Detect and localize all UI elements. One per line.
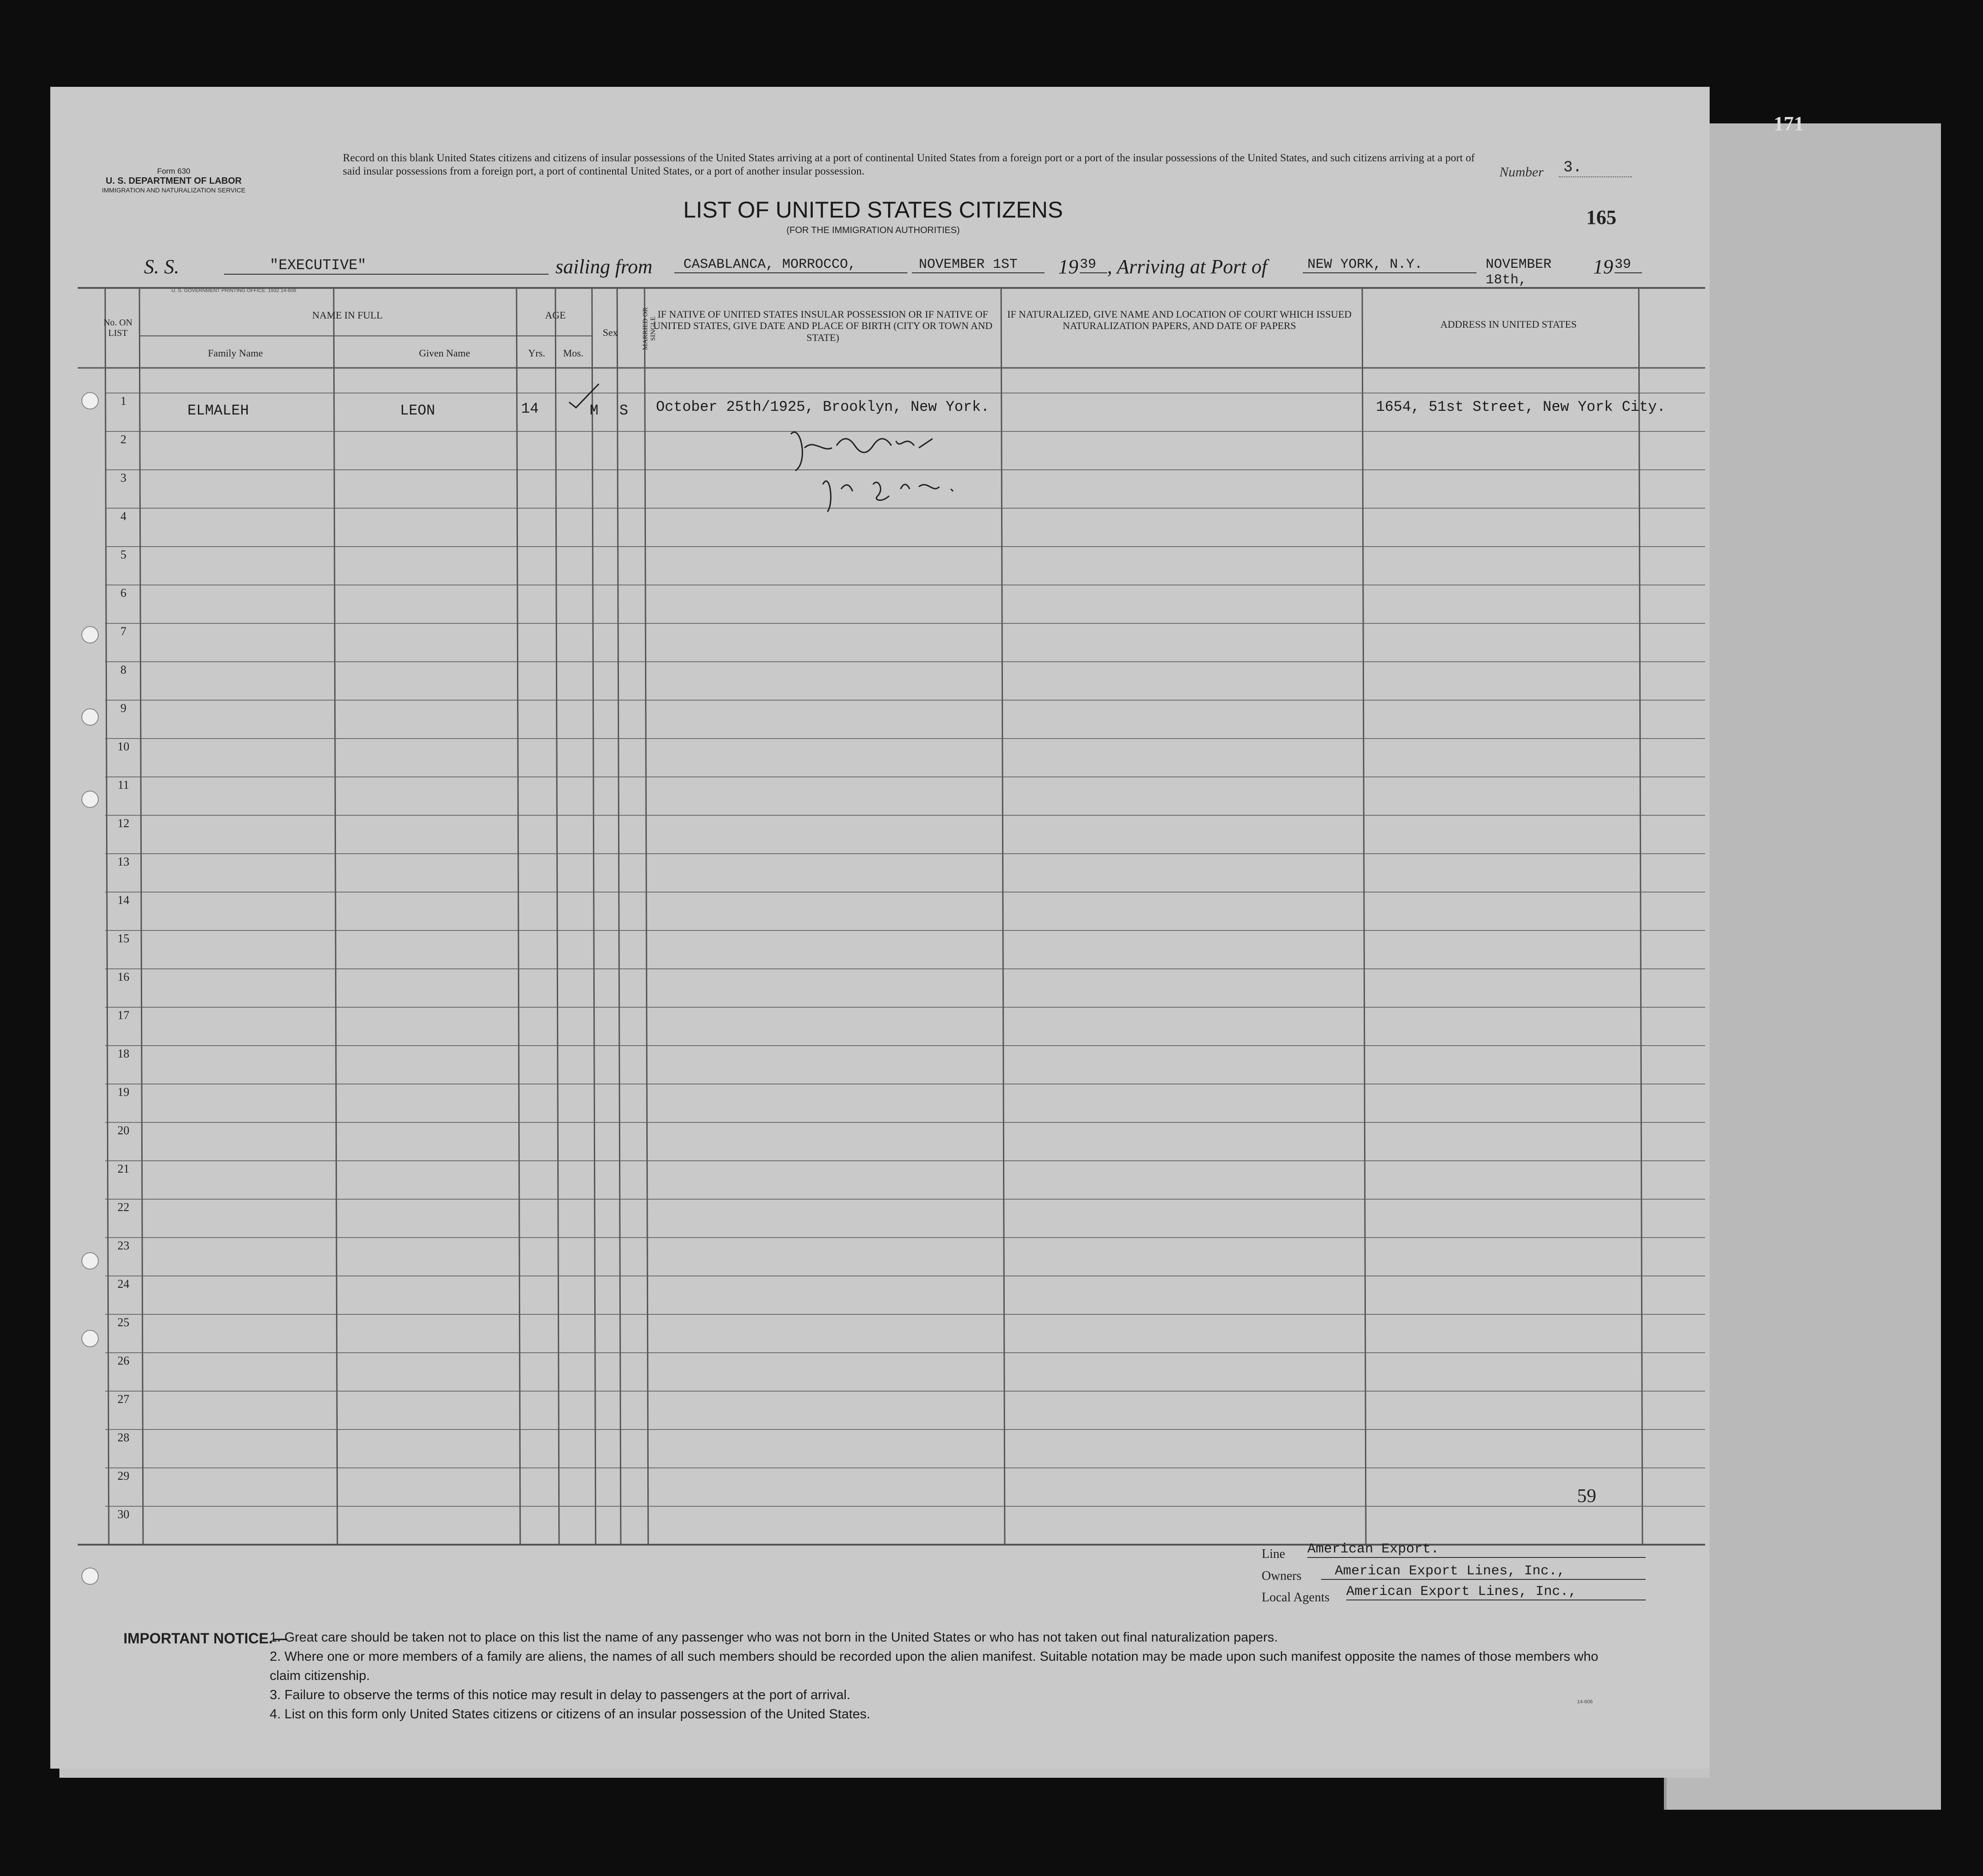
row-number: 25 bbox=[117, 1316, 129, 1329]
grid-column-line bbox=[105, 288, 109, 1545]
punch-hole bbox=[81, 791, 99, 808]
notice-item-2: 2. Where one or more members of a family are aliens, the names of all such members should be recorded upon the alien manifest. Suitable notation may be made upon such manifest opposite the names of those members who claim citizenship. bbox=[270, 1649, 1599, 1684]
punch-hole bbox=[81, 392, 99, 409]
row-number: 5 bbox=[120, 548, 127, 561]
form-code: 14-606 bbox=[1577, 1699, 1593, 1705]
page-count: 59 bbox=[1577, 1486, 1596, 1507]
grid-column-line bbox=[1639, 288, 1642, 1545]
departure-date: NOVEMBER 1ST bbox=[912, 257, 1045, 273]
row-number: 21 bbox=[117, 1162, 129, 1175]
form-number: Form 630 bbox=[157, 167, 191, 175]
row-number: 11 bbox=[117, 778, 129, 792]
department-name: U. S. DEPARTMENT OF LABOR bbox=[106, 175, 242, 186]
handwritten-checkmark bbox=[567, 379, 603, 416]
ss-label: S. S. bbox=[144, 255, 179, 278]
notice-item-4: 4. List on this form only United States citizens or citizens of an insular possession of the United States. bbox=[270, 1707, 870, 1722]
printing-note: U. S. GOVERNMENT PRINTING OFFICE: 1932 14-606 bbox=[171, 288, 297, 293]
row-number: 22 bbox=[117, 1201, 129, 1214]
row-number: 17 bbox=[117, 1009, 129, 1022]
notice-item-1: 1. Great care should be taken not to place on this list the name of any passenger who was not born in the United States or who has not taken out final naturalization papers. bbox=[270, 1630, 1278, 1645]
header-native-birth: IF NATIVE OF UNITED STATES INSULAR POSSESSION OR IF NATIVE OF UNITED STATES, GIVE DATE AND PLACE OF BIRTH (CITY OR TOWN AND STATE) bbox=[653, 308, 993, 343]
sailing-label: sailing from bbox=[555, 255, 653, 278]
row-number: 23 bbox=[117, 1239, 129, 1252]
grid-column-line bbox=[139, 288, 143, 1545]
row-number: 7 bbox=[120, 625, 127, 638]
ship-name: "EXECUTIVE" bbox=[224, 257, 549, 275]
header-married-single: MARRIED OR SINGLE bbox=[641, 307, 657, 351]
row-number: 16 bbox=[117, 970, 129, 983]
header-address: ADDRESS IN UNITED STATES bbox=[1440, 319, 1577, 330]
service-name: IMMIGRATION AND NATURALIZATION SERVICE bbox=[102, 186, 245, 194]
passenger-marital-status: S bbox=[619, 402, 629, 419]
row-number: 13 bbox=[117, 855, 129, 868]
row-number: 18 bbox=[117, 1047, 129, 1060]
row-number: 8 bbox=[120, 663, 127, 676]
number-label: Number bbox=[1499, 165, 1544, 180]
passenger-given-name: LEON bbox=[400, 402, 435, 419]
notice-list bbox=[270, 1628, 1623, 1724]
arrival-port: NEW YORK, N.Y. bbox=[1303, 257, 1477, 273]
row-number: 3 bbox=[120, 471, 127, 484]
header-age: AGE bbox=[545, 309, 566, 321]
sheet-number: 165 bbox=[1586, 206, 1616, 229]
passenger-sex: M bbox=[590, 402, 599, 419]
row-number: 10 bbox=[117, 740, 129, 753]
departure-year: 39 bbox=[1080, 257, 1107, 273]
grid-column-line bbox=[334, 288, 337, 1545]
row-number: 19 bbox=[117, 1085, 129, 1099]
arriving-label: , Arriving at Port of bbox=[1107, 255, 1267, 278]
header-name-in-full: NAME IN FULL bbox=[312, 309, 383, 321]
row-number: 24 bbox=[117, 1277, 129, 1291]
punch-hole bbox=[81, 708, 99, 726]
passenger-birth-info: October 25th/1925, Brooklyn, New York. bbox=[656, 399, 990, 415]
header-family-name: Family Name bbox=[208, 347, 263, 359]
grid-column-line bbox=[590, 288, 599, 1545]
row-number: 4 bbox=[120, 510, 127, 523]
row-number: 20 bbox=[117, 1124, 129, 1137]
grid-column-line bbox=[645, 288, 648, 1545]
row-number: 30 bbox=[117, 1508, 129, 1521]
header-given-name: Given Name bbox=[419, 347, 470, 359]
page-title: LIST OF UNITED STATES CITIZENS bbox=[683, 197, 1063, 223]
header-years: Yrs. bbox=[528, 347, 545, 359]
header-no-on-list: No. ON LIST bbox=[103, 318, 133, 338]
row-number: 2 bbox=[120, 433, 127, 446]
passenger-address: 1654, 51st Street, New York City. bbox=[1376, 399, 1666, 415]
row-number: 26 bbox=[117, 1354, 129, 1367]
arrival-year: 39 bbox=[1615, 257, 1642, 273]
handwritten-annotation bbox=[782, 420, 1038, 516]
outer-sheet-number: 171 bbox=[1774, 112, 1804, 135]
arrival-date: NOVEMBER 18th, bbox=[1486, 257, 1591, 289]
owners-label: Owners bbox=[1262, 1569, 1302, 1583]
punch-hole bbox=[81, 626, 99, 643]
header-naturalized: IF NATURALIZED, GIVE NAME AND LOCATION OF COURT WHICH ISSUED NATURALIZATION PAPERS, AND DATE OF PAPERS bbox=[1007, 308, 1352, 332]
departure-port: CASABLANCA, MORROCCO, bbox=[674, 257, 907, 273]
grid-column-line bbox=[555, 288, 559, 1545]
departure-year-prefix: 19 bbox=[1058, 255, 1078, 278]
record-instructions: Record on this blank United States citizens and citizens of insular possessions of the United States arriving at a port of continental United States from a foreign port or a port of the insular possessions of the United States, and such citizens arriving at a port of said insular possessions from a foreign port, a port of continental United States, or a port of another insular possession. bbox=[343, 152, 1475, 177]
owners-value: American Export Lines, Inc., bbox=[1321, 1563, 1646, 1580]
grid-column-line bbox=[617, 288, 621, 1545]
header-sex: Sex bbox=[602, 327, 618, 338]
punch-hole bbox=[81, 1330, 99, 1347]
line-value: American Export. bbox=[1307, 1541, 1646, 1558]
page-subtitle: (FOR THE IMMIGRATION AUTHORITIES) bbox=[786, 225, 960, 235]
row-number: 9 bbox=[120, 702, 127, 715]
row-number: 15 bbox=[117, 932, 129, 945]
agents-value: American Export Lines, Inc., bbox=[1346, 1584, 1646, 1600]
punch-hole bbox=[81, 1252, 99, 1270]
manifest-page bbox=[50, 87, 1710, 1769]
header-months: Mos. bbox=[563, 347, 584, 359]
row-number: 28 bbox=[117, 1431, 129, 1444]
punch-hole bbox=[81, 1568, 99, 1585]
row-number: 6 bbox=[120, 586, 127, 600]
agents-label: Local Agents bbox=[1262, 1590, 1330, 1605]
passenger-family-name: ELMALEH bbox=[187, 402, 249, 419]
arrival-year-prefix: 19 bbox=[1593, 255, 1613, 278]
row-number: 14 bbox=[117, 893, 129, 907]
grid-column-line bbox=[1362, 288, 1366, 1545]
notice-item-3: 3. Failure to observe the terms of this notice may result in delay to passengers at the port of arrival. bbox=[270, 1688, 851, 1703]
row-number: 12 bbox=[117, 817, 129, 830]
grid-column-line bbox=[517, 288, 520, 1545]
list-number: 3. bbox=[1559, 159, 1632, 177]
passenger-age-years: 14 bbox=[521, 400, 539, 417]
line-label: Line bbox=[1262, 1547, 1285, 1561]
notice-title: IMPORTANT NOTICE.— bbox=[123, 1630, 288, 1647]
row-number: 1 bbox=[120, 394, 127, 408]
row-number: 29 bbox=[117, 1469, 129, 1483]
row-number: 27 bbox=[117, 1392, 129, 1406]
